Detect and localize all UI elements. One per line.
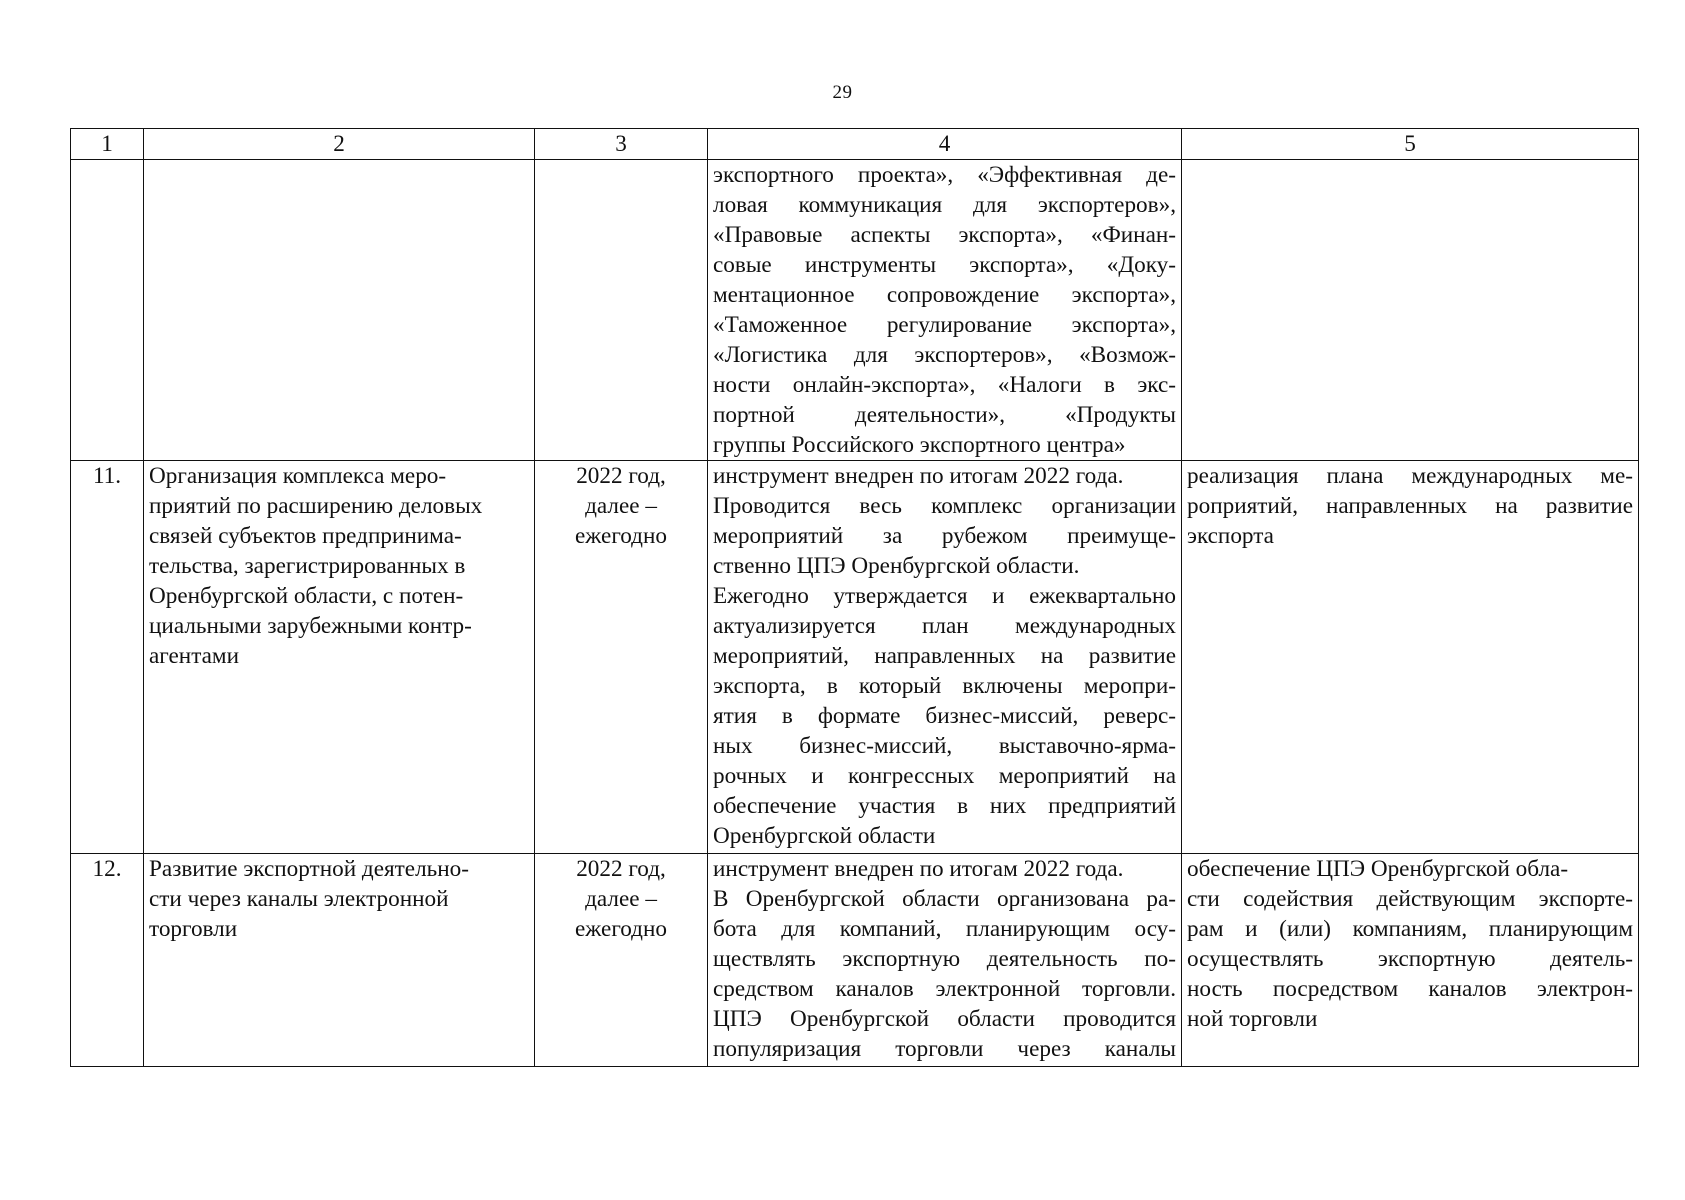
text-line: ственно ЦПЭ Оренбургской области. — [713, 553, 1080, 579]
text-line: торговли — [149, 916, 238, 942]
text-line: роприятий, направленных на развитие — [1187, 493, 1633, 519]
cell-measure — [144, 160, 535, 461]
text-line: В Оренбургской области организована ра- — [713, 886, 1176, 912]
text-line: совые инструменты экспорта», «Доку- — [713, 252, 1176, 278]
text-line: реализация плана международных ме- — [1187, 463, 1633, 489]
text-line: ности онлайн-экспорта», «Налоги в экс- — [713, 372, 1176, 398]
text-line: 2022 год, — [576, 856, 666, 882]
text-line: экспортного проекта», «Эффективная де- — [713, 162, 1176, 188]
text-line: мероприятий, направленных на развитие — [713, 643, 1176, 669]
text-line: ежегодно — [575, 916, 667, 942]
text-line: связей субъектов предпринима- — [149, 523, 462, 549]
text-line: тельства, зарегистрированных в — [149, 553, 466, 579]
text-line: Оренбургской области — [713, 823, 936, 849]
cell-status — [708, 461, 1182, 854]
measures-table — [70, 128, 1639, 1067]
cell-status — [708, 854, 1182, 1067]
cell-measure — [144, 461, 535, 854]
text-line: далее – — [585, 493, 657, 519]
cell-num — [71, 160, 144, 461]
text-line: бота для компаний, планирующим осу- — [713, 916, 1176, 942]
text-line: агентами — [149, 643, 239, 669]
cell-period — [535, 854, 708, 1067]
text-line: экспорта — [1187, 523, 1274, 549]
cell-status — [708, 160, 1182, 461]
table-row — [71, 461, 1639, 854]
text-line: «Таможенное регулирование экспорта», — [713, 312, 1176, 338]
text-line: ежегодно — [575, 523, 667, 549]
header-col-1: 1 — [71, 129, 144, 160]
cell-measure — [144, 854, 535, 1067]
text-line: мероприятий за рубежом преимуще- — [713, 523, 1176, 549]
text-line: Ежегодно утверждается и ежеквартально — [713, 583, 1176, 609]
cell-result — [1182, 854, 1639, 1067]
page-number: 29 — [832, 82, 853, 103]
text-line: сти содействия действующим экспорте- — [1187, 886, 1633, 912]
text-line: циальными зарубежными контр- — [149, 613, 472, 639]
text-line: Проводится весь комплекс организации — [713, 493, 1176, 519]
text-line: средством каналов электронной торговли. — [713, 976, 1176, 1002]
text-line: Организация комплекса меро- — [149, 463, 447, 489]
text-line: ятия в формате бизнес-миссий, реверс- — [713, 703, 1176, 729]
table-row — [71, 854, 1639, 1067]
text-line: инструмент внедрен по итогам 2022 года. — [713, 463, 1124, 489]
text-line: «Логистика для экспортеров», «Возмож- — [713, 342, 1176, 368]
text-line: группы Российского экспортного центра» — [713, 432, 1126, 458]
cell-period — [535, 461, 708, 854]
cell-result — [1182, 160, 1639, 461]
text-line: ной торговли — [1187, 1006, 1318, 1032]
text-line: Оренбургской области, с потен- — [149, 583, 464, 609]
text-line: ЦПЭ Оренбургской области проводится — [713, 1006, 1176, 1032]
text-line: рочных и конгрессных мероприятий на — [713, 763, 1176, 789]
text-line: портной деятельности», «Продукты — [713, 402, 1176, 428]
row-number: 12. — [71, 854, 144, 1067]
header-col-3: 3 — [535, 129, 708, 160]
text-line: приятий по расширению деловых — [149, 493, 483, 519]
text-line: актуализируется план международных — [713, 613, 1176, 639]
text-line: обеспечение ЦПЭ Оренбургской обла- — [1187, 856, 1569, 882]
text-line: далее – — [585, 886, 657, 912]
text-line: обеспечение участия в них предприятий — [713, 793, 1176, 819]
text-line: ловая коммуникация для экспортеров», — [713, 192, 1176, 218]
text-line: ных бизнес-миссий, выставочно-ярма- — [713, 733, 1176, 759]
text-line: популяризация торговли через каналы — [713, 1036, 1176, 1062]
row-number: 11. — [71, 461, 144, 854]
text-line: рам и (или) компаниям, планирующим — [1187, 916, 1633, 942]
text-line: осуществлять экспортную деятель- — [1187, 946, 1633, 972]
cell-result — [1182, 461, 1639, 854]
header-col-5: 5 — [1182, 129, 1639, 160]
text-line: 2022 год, — [576, 463, 666, 489]
cell-period — [535, 160, 708, 461]
header-col-4: 4 — [708, 129, 1182, 160]
text-line: «Правовые аспекты экспорта», «Финан- — [713, 222, 1176, 248]
table-header-row — [71, 129, 1639, 160]
text-line: экспорта, в который включены меропри- — [713, 673, 1176, 699]
text-line: сти через каналы электронной — [149, 886, 449, 912]
header-col-2: 2 — [144, 129, 535, 160]
text-line: инструмент внедрен по итогам 2022 года. — [713, 856, 1124, 882]
table-row-continuation — [71, 160, 1639, 461]
text-line: Развитие экспортной деятельно- — [149, 856, 469, 882]
text-line: ность посредством каналов электрон- — [1187, 976, 1633, 1002]
text-line: ментационное сопровождение экспорта», — [713, 282, 1176, 308]
text-line: ществлять экспортную деятельность по- — [713, 946, 1176, 972]
